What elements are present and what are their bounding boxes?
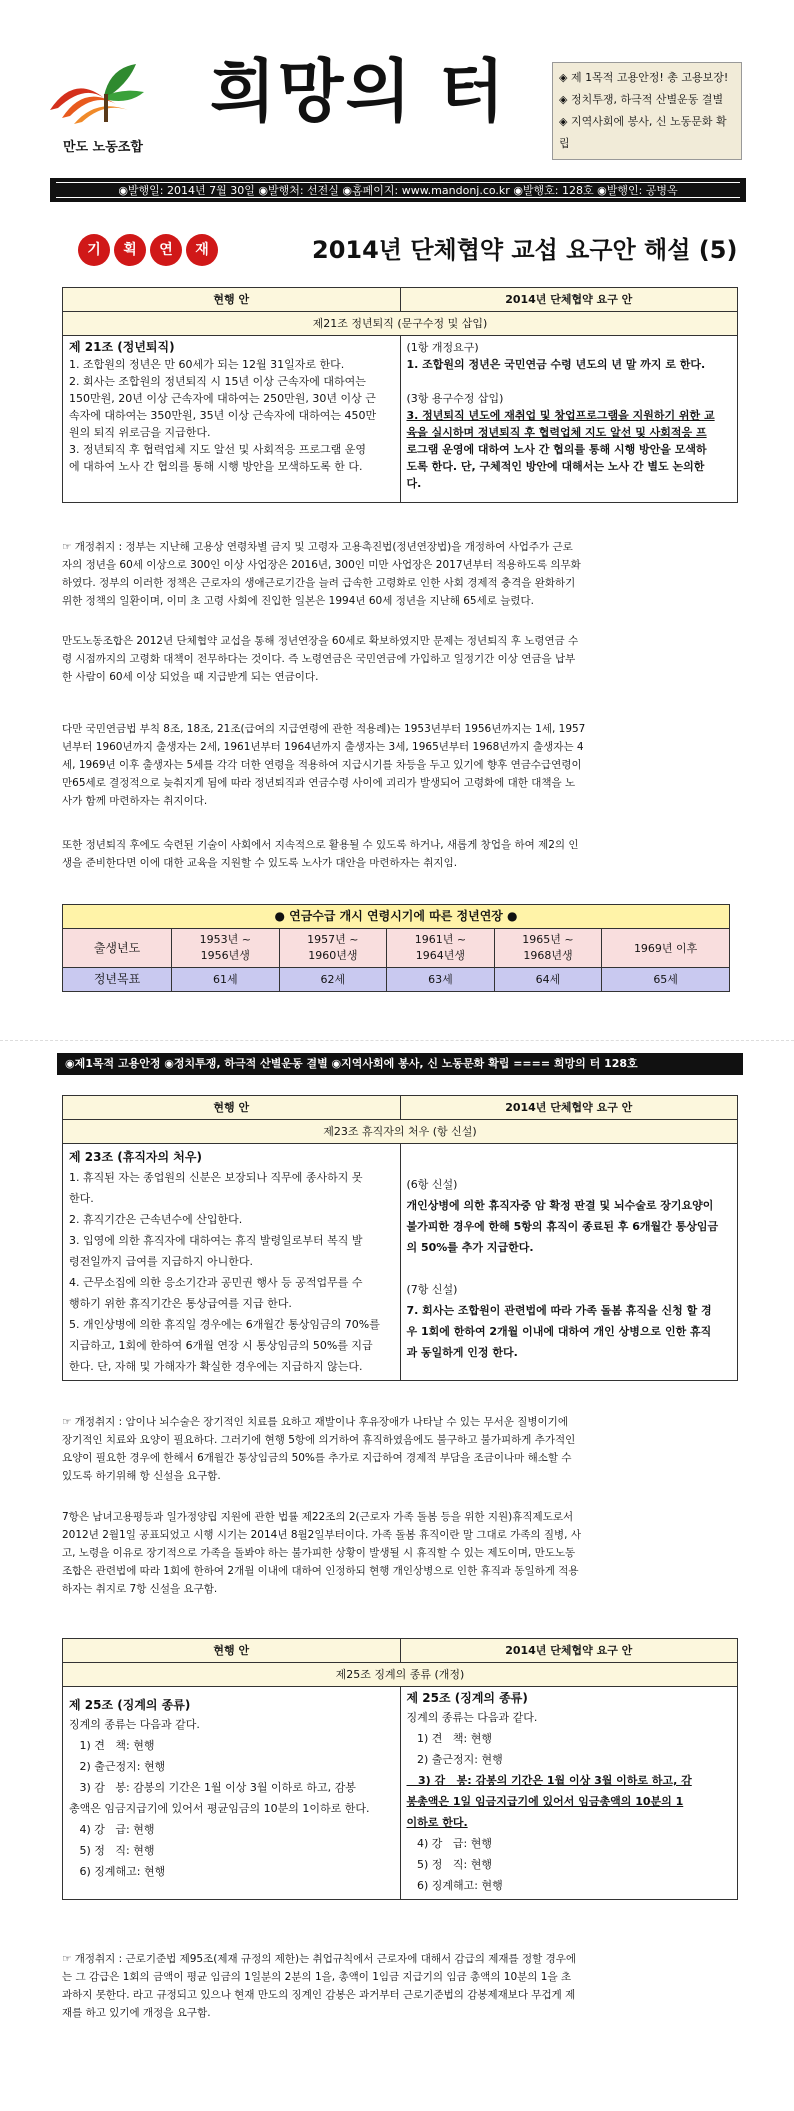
series-tag-char: 기 xyxy=(78,234,110,266)
text-line: 과하지 못한다. 라고 규정되고 있으나 현재 만도의 징계인 감봉은 과거부터 근로기준법의 감봉제재보다 무겁게 제 xyxy=(62,1989,576,2001)
text-line: ☞ 개정취지 : 암이나 뇌수술은 장기적인 치료를 요하고 재발이나 후유장애가 나타날 수 있는 무서운 질병이기에 xyxy=(62,1416,568,1428)
birth-year-cell: 1965년 ~ 1968년생 xyxy=(494,929,602,968)
current-text xyxy=(63,1144,401,1381)
text-line: 에 대하여 노사 간 협의를 통해 시행 방안을 모색하도록 한 다. xyxy=(69,460,363,473)
paragraph-rationale-6 xyxy=(62,1508,742,1598)
proposed-article-title: 제 25조 (징계의 종류) xyxy=(406,1691,528,1705)
paragraph-rationale-3 xyxy=(62,720,742,810)
text-line: (1항 개정요구) xyxy=(406,341,479,354)
text-line: 위한 정책의 일환이며, 이미 초 고령 사회에 진입한 일본은 1994년 60세 정년을 지난해 65세로 늘렸다. xyxy=(62,595,534,607)
page2-banner: ◉제1목적 고용안정 ◉정치투쟁, 하극적 산별운동 결별 ◉지역사회에 봉사, 신 노동문화 확립 ==== 희망의 터 128호 xyxy=(57,1053,743,1075)
text-line: 한다. xyxy=(69,1192,94,1205)
text-line: 6) 징계해고: 현행 xyxy=(406,1879,503,1892)
series-tag-char: 연 xyxy=(150,234,182,266)
text-line: 년부터 1960년까지 출생자는 2세, 1961년부터 1964년까지 출생자는 3세, 1965년부터 1968년까지 출생자는 4 xyxy=(62,741,584,753)
text-line: 1. 조합원의 정년은 국민연금 수령 년도의 년 말 까지 로 한다. xyxy=(406,358,706,371)
newsletter-title: 희망의 터 xyxy=(210,52,507,132)
text-line: 봉총액은 1일 임금지급기에 있어서 임금총액의 10분의 1 xyxy=(406,1795,684,1808)
series-tag-char: 재 xyxy=(186,234,218,266)
proposed-text xyxy=(400,336,738,503)
text-line: 한 사람이 60세 이상 되었을 때 지급받게 되는 연금이다. xyxy=(62,671,319,683)
text-line: 과 동일하게 인정 한다. xyxy=(406,1346,518,1359)
text-line: 령전일까지 급여를 지급하지 아니한다. xyxy=(69,1255,254,1268)
text-line: 속자에 대하여는 350만원, 35년 이상 근속자에 대하여는 450만 xyxy=(69,409,377,422)
text-line: 도록 한다. 단, 구체적인 방안에 대해서는 노사 간 별도 논의한 xyxy=(406,460,705,473)
text-line: 또한 정년퇴직 후에도 숙련된 기술이 사회에서 지속적으로 활용될 수 있도록 하거나, 새롭게 창업을 하여 제2의 인 xyxy=(62,839,579,851)
target-age-cell: 62세 xyxy=(279,968,387,992)
text-line: 지급하고, 1회에 한하여 6개월 연장 시 통상임금의 50%를 지급 xyxy=(69,1339,373,1352)
proposed-text xyxy=(400,1144,738,1381)
birth-year-cell: 1969년 이후 xyxy=(602,929,730,968)
text-line: 다만 국민연금법 부칙 8조, 18조, 21조(급여의 지급연령에 관한 적용례)는 1953년부터 1956년까지는 1세, 1957 xyxy=(62,723,586,735)
article-heading: 제25조 징계의 종류 (개정) xyxy=(63,1663,738,1687)
text-line: 3. 정년퇴직 년도에 재취업 및 창업프로그램을 지원하기 위한 교 xyxy=(406,409,715,422)
article-heading: 제21조 정년퇴직 (문구수정 및 삽입) xyxy=(63,312,738,336)
text-line: 고, 노령을 이유로 장기적으로 가족을 돌봐야 하는 불가피한 상황이 발생될 시 휴직할 수 있는 제도이며, 만도노동 xyxy=(62,1547,576,1559)
text-line: 5) 정 직: 현행 xyxy=(406,1858,492,1871)
proposed-lines xyxy=(407,1174,732,1363)
current-lines xyxy=(69,1714,394,1882)
org-name: 만도 노동조합 xyxy=(63,140,143,155)
text-line: 의 50%를 추가 지급한다. xyxy=(406,1241,534,1254)
text-line: 한다. 단, 자해 및 가해자가 확실한 경우에는 지급하지 않는다. xyxy=(69,1360,363,1373)
text-line: 7항은 남녀고용평등과 일가정양립 지원에 관한 법률 제22조의 2(근로자 가족 돌봄 등을 위한 지원)휴직제도로서 xyxy=(62,1511,574,1523)
target-age-cell: 64세 xyxy=(494,968,602,992)
text-line: 하였다. 정부의 이러한 정책은 근로자의 생애근로기간을 늘려 급속한 고령화로 인한 사회 경제적 충격을 완화하기 xyxy=(62,577,576,589)
table-col-proposed: 2014년 단체협약 요구 안 xyxy=(400,1639,738,1663)
proposed-text xyxy=(400,1687,738,1900)
text-line: 조합은 관련법에 따라 1회에 한하여 2개월 이내에 대하여 인정하되 현행 개인상병으로 인한 휴직과 동일하게 적용 xyxy=(62,1565,579,1577)
text-line: 1. 휴직된 자는 종업원의 신분은 보장되나 직무에 종사하지 못 xyxy=(69,1171,363,1184)
text-line: 령 시점까지의 고령화 대책이 전무하다는 것이다. 즉 노령연금은 국민연금에 가입하고 일정기간 이상 연금을 납부 xyxy=(62,653,576,665)
text-line: 3) 감 봉: 감봉의 기간은 1월 이상 3월 이하로 하고, 감 xyxy=(406,1774,692,1787)
text-line: 1. 조합원의 정년은 만 60세가 되는 12월 31일자로 한다. xyxy=(69,358,345,371)
target-age-label: 정년목표 xyxy=(63,968,172,992)
text-line: 불가피한 경우에 한해 5항의 휴직이 종료된 후 6개월간 통상임금 xyxy=(406,1220,719,1233)
table-col-proposed: 2014년 단체협약 요구 안 xyxy=(400,288,738,312)
current-article-title: 제 21조 (정년퇴직) xyxy=(69,340,175,354)
text-line: 자의 정년을 60세 이상으로 300인 이상 사업장은 2016년, 300인 미만 사업장은 2017년부터 적용하도록 의무화 xyxy=(62,559,581,571)
text-line: 3. 입영에 의한 휴직자에 대하여는 휴직 발령일로부터 복직 발 xyxy=(69,1234,363,1247)
text-line: ☞ 개정취지 : 근로기준법 제95조(제재 규정의 제한)는 취업규칙에서 근로자에 대해서 감급의 제재를 정할 경우에 xyxy=(62,1953,577,1965)
slogan-box xyxy=(552,62,742,160)
table-col-current: 현행 안 xyxy=(63,1096,401,1120)
pension-age-table xyxy=(62,904,730,992)
text-line: 만65세로 결정적으로 늦춰지게 됨에 따라 정년퇴직과 연금수령 사이에 괴리가 발생되어 고령화에 대한 대책을 노 xyxy=(62,777,576,789)
text-line: 3) 감 봉: 감봉의 기간은 1월 이상 3월 이하로 하고, 감봉 xyxy=(69,1781,356,1794)
text-line: 1) 견 책: 현행 xyxy=(69,1739,155,1752)
table-discipline xyxy=(62,1638,738,1900)
text-line: 로그램 운영에 대하여 노사 간 협의를 통해 시행 방안을 모색하 xyxy=(406,443,707,456)
paragraph-rationale-7 xyxy=(62,1950,742,2022)
text-line: 있도록 하기위해 항 신설을 요구함. xyxy=(62,1470,221,1482)
text-line: 3. 정년퇴직 후 협력업체 지도 알선 및 사회적응 프로그램 운영 xyxy=(69,443,366,456)
text-line: 4. 근무소집에 의한 응소기간과 공민권 행사 등 공적업무를 수 xyxy=(69,1276,363,1289)
text-line: 2) 출근정지: 현행 xyxy=(69,1760,166,1773)
text-line: 2. 회사는 조합원의 정년퇴직 시 15년 이상 근속자에 대하여는 xyxy=(69,375,366,388)
text-line: 생을 준비한다면 이에 대한 교육을 지원할 수 있도록 노사가 대안을 마련하자는 취지임. xyxy=(62,857,458,869)
birth-year-label: 출생년도 xyxy=(63,929,172,968)
slogan-1: ◈ 제 1목적 고용안정! 총 고용보장! xyxy=(559,71,729,84)
text-line: 총액은 임금지급기에 있어서 평균임금의 10분의 1이하로 한다. xyxy=(69,1802,370,1815)
slogan-2: ◈ 정치투쟁, 하극적 산별운동 결별 xyxy=(559,93,724,106)
text-line: 이하로 한다. xyxy=(406,1816,468,1829)
text-line: 행하기 위한 휴직기간은 통상급여를 지급 한다. xyxy=(69,1297,292,1310)
target-age-cell: 63세 xyxy=(387,968,495,992)
org-logo xyxy=(44,54,154,129)
text-line: 요양이 필요한 경우에 한해서 6개월간 통상임금의 50%를 추가로 지급하여 경제적 부담을 조금이나마 해소할 수 xyxy=(62,1452,572,1464)
current-article-title: 제 23조 (휴직자의 처우) xyxy=(69,1150,202,1164)
text-line: 개인상병에 의한 휴직자중 암 확정 판결 및 뇌수술로 장기요양이 xyxy=(406,1199,714,1212)
text-line: 육을 실시하며 정년퇴직 후 협력업체 지도 알선 및 사회적응 프 xyxy=(406,426,707,439)
text-line: 징계의 종류는 다음과 같다. xyxy=(406,1711,538,1724)
text-line: 재를 하고 있기에 개정을 요구함. xyxy=(62,2007,211,2019)
target-age-cell: 65세 xyxy=(602,968,730,992)
text-line: 1) 견 책: 현행 xyxy=(406,1732,492,1745)
text-line: 5) 정 직: 현행 xyxy=(69,1844,155,1857)
proposed-lines xyxy=(407,1707,732,1896)
text-line: (6항 신설) xyxy=(406,1178,458,1191)
page-divider xyxy=(0,1040,794,1041)
table-col-current: 현행 안 xyxy=(63,288,401,312)
text-line: 하자는 취지로 7항 신설을 요구함. xyxy=(62,1583,218,1595)
table-col-proposed: 2014년 단체협약 요구 안 xyxy=(400,1096,738,1120)
text-line: 장기적인 치료와 요양이 필요하다. 그러기에 현행 5항에 의거하여 휴직하였음에도 불구하고 불가피하게 추가적인 xyxy=(62,1434,576,1446)
text-line xyxy=(407,373,732,390)
section-title: 2014년 단체협약 교섭 요구안 해설 (5) xyxy=(312,236,738,264)
text-line: 2012년 2월1일 공표되었고 시행 시기는 2014년 8월2일부터이다. 가족 돌봄 휴직이란 말 그대로 가족의 질병, 사 xyxy=(62,1529,581,1541)
text-line: 2. 휴직기간은 근속년수에 산입한다. xyxy=(69,1213,243,1226)
logo-graphic xyxy=(44,54,154,129)
table-leave xyxy=(62,1095,738,1381)
text-line: 150만원, 20년 이상 근속자에 대하여는 250만원, 30년 이상 근 xyxy=(69,392,376,405)
text-line: 우 1회에 한하여 2개월 이내에 대하여 개인 상병으로 인한 휴직 xyxy=(406,1325,712,1338)
paragraph-rationale-2 xyxy=(62,632,742,686)
text-line: 4) 강 급: 현행 xyxy=(69,1823,155,1836)
text-line: ☞ 개정취지 : 정부는 지난해 고용상 연령차별 금지 및 고령자 고용촉진법(정년연장법)을 개정하여 사업주가 근로 xyxy=(62,541,573,553)
series-tag-char: 획 xyxy=(114,234,146,266)
text-line: 2) 출근정지: 현행 xyxy=(406,1753,503,1766)
text-line: 사가 함께 마련하자는 취지이다. xyxy=(62,795,208,807)
series-tag xyxy=(78,234,218,266)
text-line: (7항 신설) xyxy=(406,1283,458,1296)
text-line: 4) 강 급: 현행 xyxy=(406,1837,492,1850)
paragraph-rationale-5 xyxy=(62,1413,742,1485)
text-line: 7. 회사는 조합원이 관련법에 따라 가족 돌봄 휴직을 신청 할 경 xyxy=(406,1304,712,1317)
current-article-title: 제 25조 (징계의 종류) xyxy=(69,1698,191,1712)
paragraph-rationale-4 xyxy=(62,836,742,872)
text-line xyxy=(407,1258,732,1279)
text-line: 는 그 감급은 1회의 금액이 평균 임금의 1일분의 2분의 1을, 총액이 1임금 지급기의 임금 총액의 10분의 1을 초 xyxy=(62,1971,572,1983)
current-text xyxy=(63,336,401,503)
proposed-lines xyxy=(407,339,732,492)
text-line: 징계의 종류는 다음과 같다. xyxy=(69,1718,200,1731)
text-line: 5. 개인상병에 의한 휴직일 경우에는 6개월간 통상임금의 70%를 xyxy=(69,1318,380,1331)
paragraph-rationale-1 xyxy=(62,538,742,610)
text-line: (3항 용구수정 삽입) xyxy=(406,392,504,405)
current-text xyxy=(63,1687,401,1900)
table-retirement xyxy=(62,287,738,503)
birth-year-cell: 1961년 ~ 1964년생 xyxy=(387,929,495,968)
text-line: 6) 징계해고: 현행 xyxy=(69,1865,166,1878)
text-line: 다. xyxy=(406,477,422,490)
text-line: 세, 1969년 이후 출생자는 5세를 각각 더한 연령을 적용하여 지급시기를 차등을 두고 있기에 향후 연금수급연령이 xyxy=(62,759,582,771)
info-bar-inner: ◉발행일: 2014년 7월 30일 ◉발행처: 선전실 ◉홈페이지: www.mandonj.co.kr ◉발행호: 128호 ◉발행인: 공병옥 xyxy=(56,182,740,198)
current-lines xyxy=(69,1167,394,1377)
text-line: 만도노동조합은 2012년 단체협약 교섭을 통해 정년연장을 60세로 확보하였지만 문제는 정년퇴직 후 노령연금 수 xyxy=(62,635,579,647)
pension-table-title: ● 연금수급 개시 연령시기에 따른 정년연장 ● xyxy=(63,905,730,929)
article-heading: 제23조 휴직자의 처우 (항 신설) xyxy=(63,1120,738,1144)
birth-year-cell: 1957년 ~ 1960년생 xyxy=(279,929,387,968)
target-age-cell: 61세 xyxy=(172,968,280,992)
text-line: 원의 퇴직 위로금을 지급한다. xyxy=(69,426,211,439)
info-bar xyxy=(50,178,746,202)
birth-year-cell: 1953년 ~ 1956년생 xyxy=(172,929,280,968)
slogan-3: ◈ 지역사회에 봉사, 신 노동문화 확립 xyxy=(559,115,727,150)
current-lines xyxy=(69,356,394,475)
table-col-current: 현행 안 xyxy=(63,1639,401,1663)
